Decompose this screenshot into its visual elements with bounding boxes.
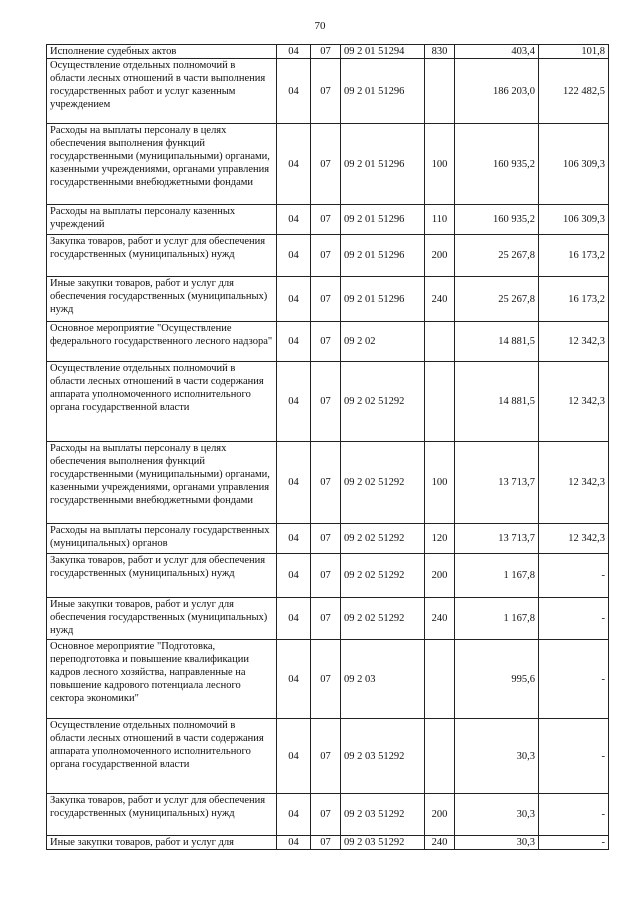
row-amount-1: 25 267,8 xyxy=(455,235,539,277)
row-amount-1: 160 935,2 xyxy=(455,205,539,235)
row-section: 04 xyxy=(277,59,311,124)
row-section: 04 xyxy=(277,442,311,524)
table-row xyxy=(47,836,609,850)
row-target-code: 09 2 01 51296 xyxy=(341,235,425,277)
row-subsection: 07 xyxy=(311,794,341,836)
row-amount-2: 122 482,5 xyxy=(539,59,609,124)
row-name: Расходы на выплаты персоналу государственных (муниципальных) органов xyxy=(47,524,277,554)
row-name: Закупка товаров, работ и услуг для обеспечения государственных (муниципальных) нужд xyxy=(47,794,277,836)
row-amount-1: 25 267,8 xyxy=(455,277,539,322)
row-expense-type: 110 xyxy=(425,205,455,235)
row-expense-type xyxy=(425,59,455,124)
row-expense-type: 200 xyxy=(425,235,455,277)
table-row xyxy=(47,794,609,836)
page-number: 70 xyxy=(314,20,326,32)
row-amount-2: 16 173,2 xyxy=(539,235,609,277)
row-amount-2: 106 309,3 xyxy=(539,205,609,235)
row-target-code: 09 2 01 51296 xyxy=(341,124,425,205)
row-name: Осуществление отдельных полномочий в области лесных отношений в части содержания аппарата уполномоченного исполнительного органа государственной власти xyxy=(47,719,277,794)
row-name: Осуществление отдельных полномочий в области лесных отношений в части содержания аппарата уполномоченного исполнительного органа государственной власти xyxy=(47,362,277,442)
row-section: 04 xyxy=(277,640,311,719)
row-amount-2: 12 342,3 xyxy=(539,362,609,442)
row-subsection: 07 xyxy=(311,124,341,205)
row-subsection: 07 xyxy=(311,322,341,362)
row-target-code: 09 2 02 51292 xyxy=(341,442,425,524)
row-subsection: 07 xyxy=(311,640,341,719)
table-row xyxy=(47,362,609,442)
row-target-code: 09 2 01 51294 xyxy=(341,45,425,59)
row-amount-2: 101,8 xyxy=(539,45,609,59)
row-amount-1: 1 167,8 xyxy=(455,554,539,598)
row-amount-2: 12 342,3 xyxy=(539,322,609,362)
row-subsection: 07 xyxy=(311,45,341,59)
row-target-code: 09 2 02 51292 xyxy=(341,598,425,640)
row-amount-2: - xyxy=(539,794,609,836)
row-expense-type: 240 xyxy=(425,836,455,850)
table-row xyxy=(47,205,609,235)
row-name: Основное мероприятие "Подготовка, переподготовка и повышение квалификации кадров лесного хозяйства, направленные на повышение кадрового потенциала лесного сектора экономики" xyxy=(47,640,277,719)
row-expense-type: 240 xyxy=(425,598,455,640)
row-expense-type xyxy=(425,322,455,362)
row-target-code: 09 2 02 51292 xyxy=(341,524,425,554)
row-amount-1: 14 881,5 xyxy=(455,362,539,442)
row-subsection: 07 xyxy=(311,362,341,442)
row-section: 04 xyxy=(277,235,311,277)
row-name: Расходы на выплаты персоналу казенных учреждений xyxy=(47,205,277,235)
row-section: 04 xyxy=(277,794,311,836)
row-expense-type xyxy=(425,362,455,442)
row-amount-1: 14 881,5 xyxy=(455,322,539,362)
row-section: 04 xyxy=(277,362,311,442)
row-amount-2: 12 342,3 xyxy=(539,524,609,554)
row-expense-type: 830 xyxy=(425,45,455,59)
row-name: Исполнение судебных актов xyxy=(47,45,277,59)
row-target-code: 09 2 03 51292 xyxy=(341,719,425,794)
row-expense-type: 100 xyxy=(425,124,455,205)
table-row xyxy=(47,277,609,322)
row-amount-1: 160 935,2 xyxy=(455,124,539,205)
row-subsection: 07 xyxy=(311,554,341,598)
row-expense-type: 100 xyxy=(425,442,455,524)
row-target-code: 09 2 02 51292 xyxy=(341,554,425,598)
row-target-code: 09 2 01 51296 xyxy=(341,277,425,322)
row-section: 04 xyxy=(277,205,311,235)
table-row xyxy=(47,719,609,794)
row-amount-1: 1 167,8 xyxy=(455,598,539,640)
row-subsection: 07 xyxy=(311,235,341,277)
row-subsection: 07 xyxy=(311,524,341,554)
row-amount-1: 30,3 xyxy=(455,836,539,850)
row-amount-2: 12 342,3 xyxy=(539,442,609,524)
row-amount-1: 995,6 xyxy=(455,640,539,719)
row-target-code: 09 2 02 xyxy=(341,322,425,362)
row-target-code: 09 2 03 xyxy=(341,640,425,719)
row-subsection: 07 xyxy=(311,59,341,124)
row-name: Основное мероприятие "Осуществление федерального государственного лесного надзора" xyxy=(47,322,277,362)
row-amount-2: - xyxy=(539,598,609,640)
row-expense-type: 200 xyxy=(425,794,455,836)
row-target-code: 09 2 01 51296 xyxy=(341,59,425,124)
row-section: 04 xyxy=(277,598,311,640)
row-subsection: 07 xyxy=(311,598,341,640)
row-amount-2: 106 309,3 xyxy=(539,124,609,205)
table-row xyxy=(47,59,609,124)
table-row xyxy=(47,640,609,719)
row-name: Иные закупки товаров, работ и услуг для обеспечения государственных (муниципальных) нужд xyxy=(47,598,277,640)
table-row xyxy=(47,124,609,205)
table-row xyxy=(47,322,609,362)
row-amount-1: 30,3 xyxy=(455,719,539,794)
row-subsection: 07 xyxy=(311,442,341,524)
row-amount-2: - xyxy=(539,836,609,850)
table-row xyxy=(47,45,609,59)
row-section: 04 xyxy=(277,719,311,794)
row-name: Расходы на выплаты персоналу в целях обеспечения выполнения функций государственными (муниципальными) органами, казенными учреждениями, органами управления государственными внебюджетными фондами xyxy=(47,124,277,205)
row-section: 04 xyxy=(277,524,311,554)
row-expense-type: 120 xyxy=(425,524,455,554)
row-subsection: 07 xyxy=(311,836,341,850)
row-amount-1: 13 713,7 xyxy=(455,524,539,554)
row-section: 04 xyxy=(277,836,311,850)
row-amount-1: 186 203,0 xyxy=(455,59,539,124)
row-amount-1: 30,3 xyxy=(455,794,539,836)
table-row xyxy=(47,235,609,277)
row-amount-1: 13 713,7 xyxy=(455,442,539,524)
row-target-code: 09 2 03 51292 xyxy=(341,794,425,836)
row-section: 04 xyxy=(277,124,311,205)
table-row xyxy=(47,598,609,640)
row-target-code: 09 2 01 51296 xyxy=(341,205,425,235)
row-amount-2: - xyxy=(539,554,609,598)
row-name: Иные закупки товаров, работ и услуг для обеспечения государственных (муниципальных) нужд xyxy=(47,277,277,322)
row-name: Иные закупки товаров, работ и услуг для xyxy=(47,836,277,850)
row-target-code: 09 2 02 51292 xyxy=(341,362,425,442)
row-expense-type xyxy=(425,719,455,794)
row-amount-2: - xyxy=(539,640,609,719)
row-name: Закупка товаров, работ и услуг для обеспечения государственных (муниципальных) нужд xyxy=(47,554,277,598)
row-amount-1: 403,4 xyxy=(455,45,539,59)
row-name: Расходы на выплаты персоналу в целях обеспечения выполнения функций государственными (муниципальными) органами, казенными учреждениями, органами управления государственными внебюджетными фондами xyxy=(47,442,277,524)
table-row xyxy=(47,524,609,554)
row-expense-type xyxy=(425,640,455,719)
row-section: 04 xyxy=(277,45,311,59)
row-amount-2: 16 173,2 xyxy=(539,277,609,322)
row-subsection: 07 xyxy=(311,205,341,235)
row-subsection: 07 xyxy=(311,719,341,794)
row-section: 04 xyxy=(277,554,311,598)
row-expense-type: 240 xyxy=(425,277,455,322)
row-amount-2: - xyxy=(539,719,609,794)
row-expense-type: 200 xyxy=(425,554,455,598)
table-row xyxy=(47,442,609,524)
row-name: Осуществление отдельных полномочий в области лесных отношений в части выполнения государственных работ и услуг казенным учреждением xyxy=(47,59,277,124)
row-subsection: 07 xyxy=(311,277,341,322)
row-section: 04 xyxy=(277,322,311,362)
row-section: 04 xyxy=(277,277,311,322)
row-name: Закупка товаров, работ и услуг для обеспечения государственных (муниципальных) нужд xyxy=(47,235,277,277)
table-row xyxy=(47,554,609,598)
row-target-code: 09 2 03 51292 xyxy=(341,836,425,850)
budget-table xyxy=(46,44,609,850)
